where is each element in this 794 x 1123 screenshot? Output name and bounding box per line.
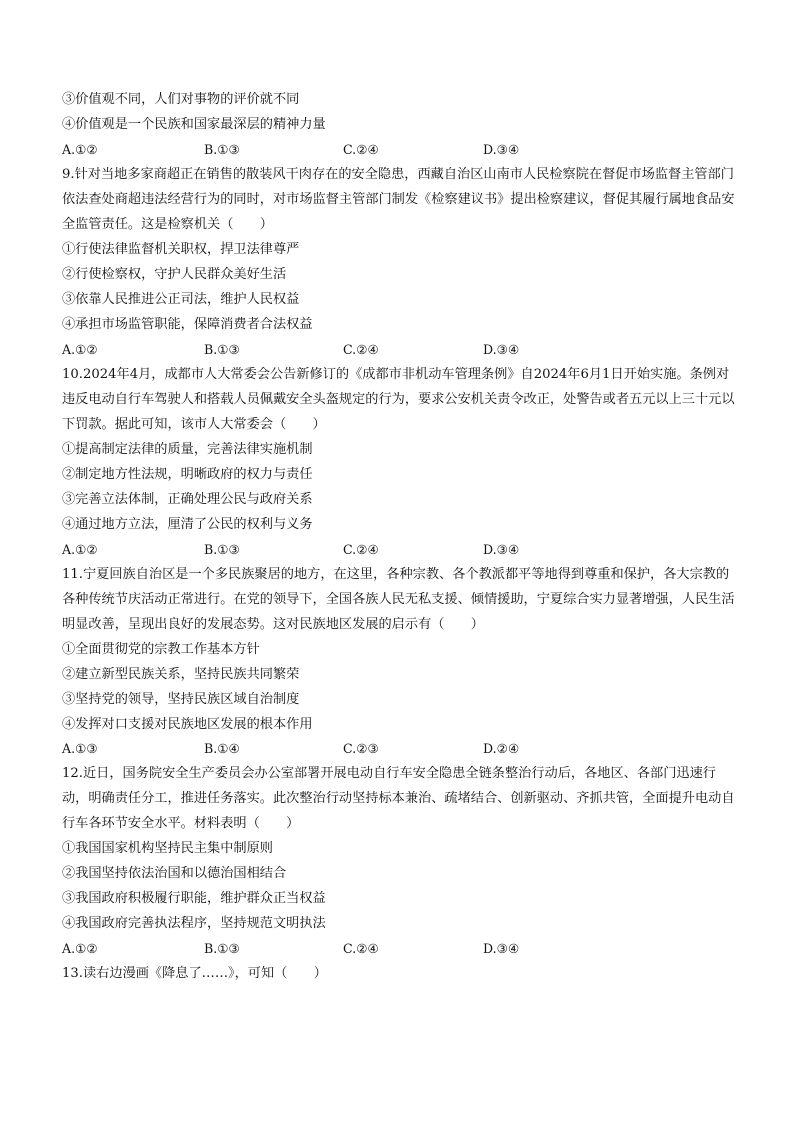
q9-option-c[interactable]: C.②④ — [343, 342, 379, 357]
q8-item-4: ④价值观是一个民族和国家最深层的精神力量 — [62, 117, 326, 132]
q11-options — [62, 740, 662, 758]
q11-option-b[interactable]: B.①④ — [204, 741, 240, 756]
q8-option-c[interactable]: C.②④ — [343, 142, 379, 157]
q9-item-1: ①行使法律监督机关职权，捍卫法律尊严 — [62, 242, 300, 257]
q8-item-3: ③价值观不同，人们对事物的评价就不同 — [62, 92, 300, 107]
q8-option-a[interactable]: A.①② — [62, 142, 98, 157]
q8-option-b[interactable]: B.①③ — [204, 142, 240, 157]
q10-item-2: ②制定地方性法规，明晰政府的权力与责任 — [62, 467, 313, 482]
q12-item-3: ③我国政府积极履行职能，维护群众正当权益 — [62, 891, 326, 906]
q11-option-c[interactable]: C.②③ — [343, 741, 379, 756]
q10-options — [62, 541, 662, 559]
q10-item-1: ①提高制定法律的质量，完善法律实施机制 — [62, 442, 313, 457]
q9-option-a[interactable]: A.①② — [62, 342, 98, 357]
q9-option-b[interactable]: B.①③ — [204, 342, 240, 357]
q12-item-4: ④我国政府完善执法程序，坚持规范文明执法 — [62, 916, 326, 931]
q9-item-4: ④承担市场监管职能，保障消费者合法权益 — [62, 317, 313, 332]
q12-option-c[interactable]: C.②④ — [343, 941, 379, 956]
q11-stem: 11.宁夏回族自治区是一个多民族聚居的地方，在这里，各种宗教、各个教派都平等地得到尊重和保护，各大宗教的各种传统节庆活动正常进行。在党的领导下，全国各族人民无私支援、倾情援助，宁夏综合实力显著增强，人民生活明显改善，呈现出良好的发展态势。这对民族地区发展的启示有（ ） — [62, 567, 735, 632]
q13-stem: 13.读右边漫画《降息了……》，可知（ ） — [62, 966, 327, 981]
q10-item-4: ④通过地方立法，厘清了公民的权利与义务 — [62, 517, 313, 532]
q10-option-b[interactable]: B.①③ — [204, 542, 240, 557]
q12-option-a[interactable]: A.①② — [62, 941, 98, 956]
q10-item-3: ③完善立法体制，正确处理公民与政府关系 — [62, 492, 313, 507]
q9-stem: 9.针对当地多家商超正在销售的散装风干肉存在的安全隐患，西藏自治区山南市人民检察院在督促市场监督主管部门依法查处商超违法经营行为的同时，对市场监督主管部门制发《检察建议书》提出检察建议，督促其履行属地食品安全监管责任。这是检察机关（ ） — [62, 167, 735, 232]
q10-stem: 10.2024年4月，成都市人大常委会公告新修订的《成都市非机动车管理条例》自2024年6月1日开始实施。条例对违反电动自行车驾驶人和搭载人员佩戴安全头盔规定的行为，要求公安机关责令改正，处警告或者五元以上三十元以下罚款。据此可知，该市人大常委会（ ） — [62, 367, 735, 432]
q11-option-a[interactable]: A.①③ — [62, 741, 98, 756]
q12-item-2: ②我国坚持依法治国和以德治国相结合 — [62, 866, 287, 881]
q12-stem: 12.近日，国务院安全生产委员会办公室部署开展电动自行车安全隐患全链条整治行动后，各地区、各部门迅速行动，明确责任分工，推进任务落实。此次整治行动坚持标本兼治、疏堵结合、创新驱动、齐抓共管，全面提升电动自行车各环节安全水平。材料表明（ ） — [62, 766, 735, 831]
q11-item-1: ①全面贯彻党的宗教工作基本方针 — [62, 642, 260, 657]
q11-item-2: ②建立新型民族关系，坚持民族共同繁荣 — [62, 667, 300, 682]
q10-option-d[interactable]: D.③④ — [483, 542, 520, 557]
q11-item-3: ③坚持党的领导，坚持民族区域自治制度 — [62, 692, 300, 707]
q11-option-d[interactable]: D.②④ — [483, 741, 520, 756]
q12-option-b[interactable]: B.①③ — [204, 941, 240, 956]
q8-option-d[interactable]: D.③④ — [483, 142, 520, 157]
q11-item-4: ④发挥对口支援对民族地区发展的根本作用 — [62, 717, 313, 732]
q9-options — [62, 341, 662, 359]
q9-item-2: ②行使检察权，守护人民群众美好生活 — [62, 267, 287, 282]
q8-options — [62, 141, 662, 159]
q12-options — [62, 940, 662, 958]
q10-option-c[interactable]: C.②④ — [343, 542, 379, 557]
q9-option-d[interactable]: D.③④ — [483, 342, 520, 357]
q12-option-d[interactable]: D.③④ — [483, 941, 520, 956]
q10-option-a[interactable]: A.①② — [62, 542, 98, 557]
q12-item-1: ①我国国家机构坚持民主集中制原则 — [62, 841, 273, 856]
q9-item-3: ③依靠人民推进公正司法，维护人民权益 — [62, 292, 300, 307]
